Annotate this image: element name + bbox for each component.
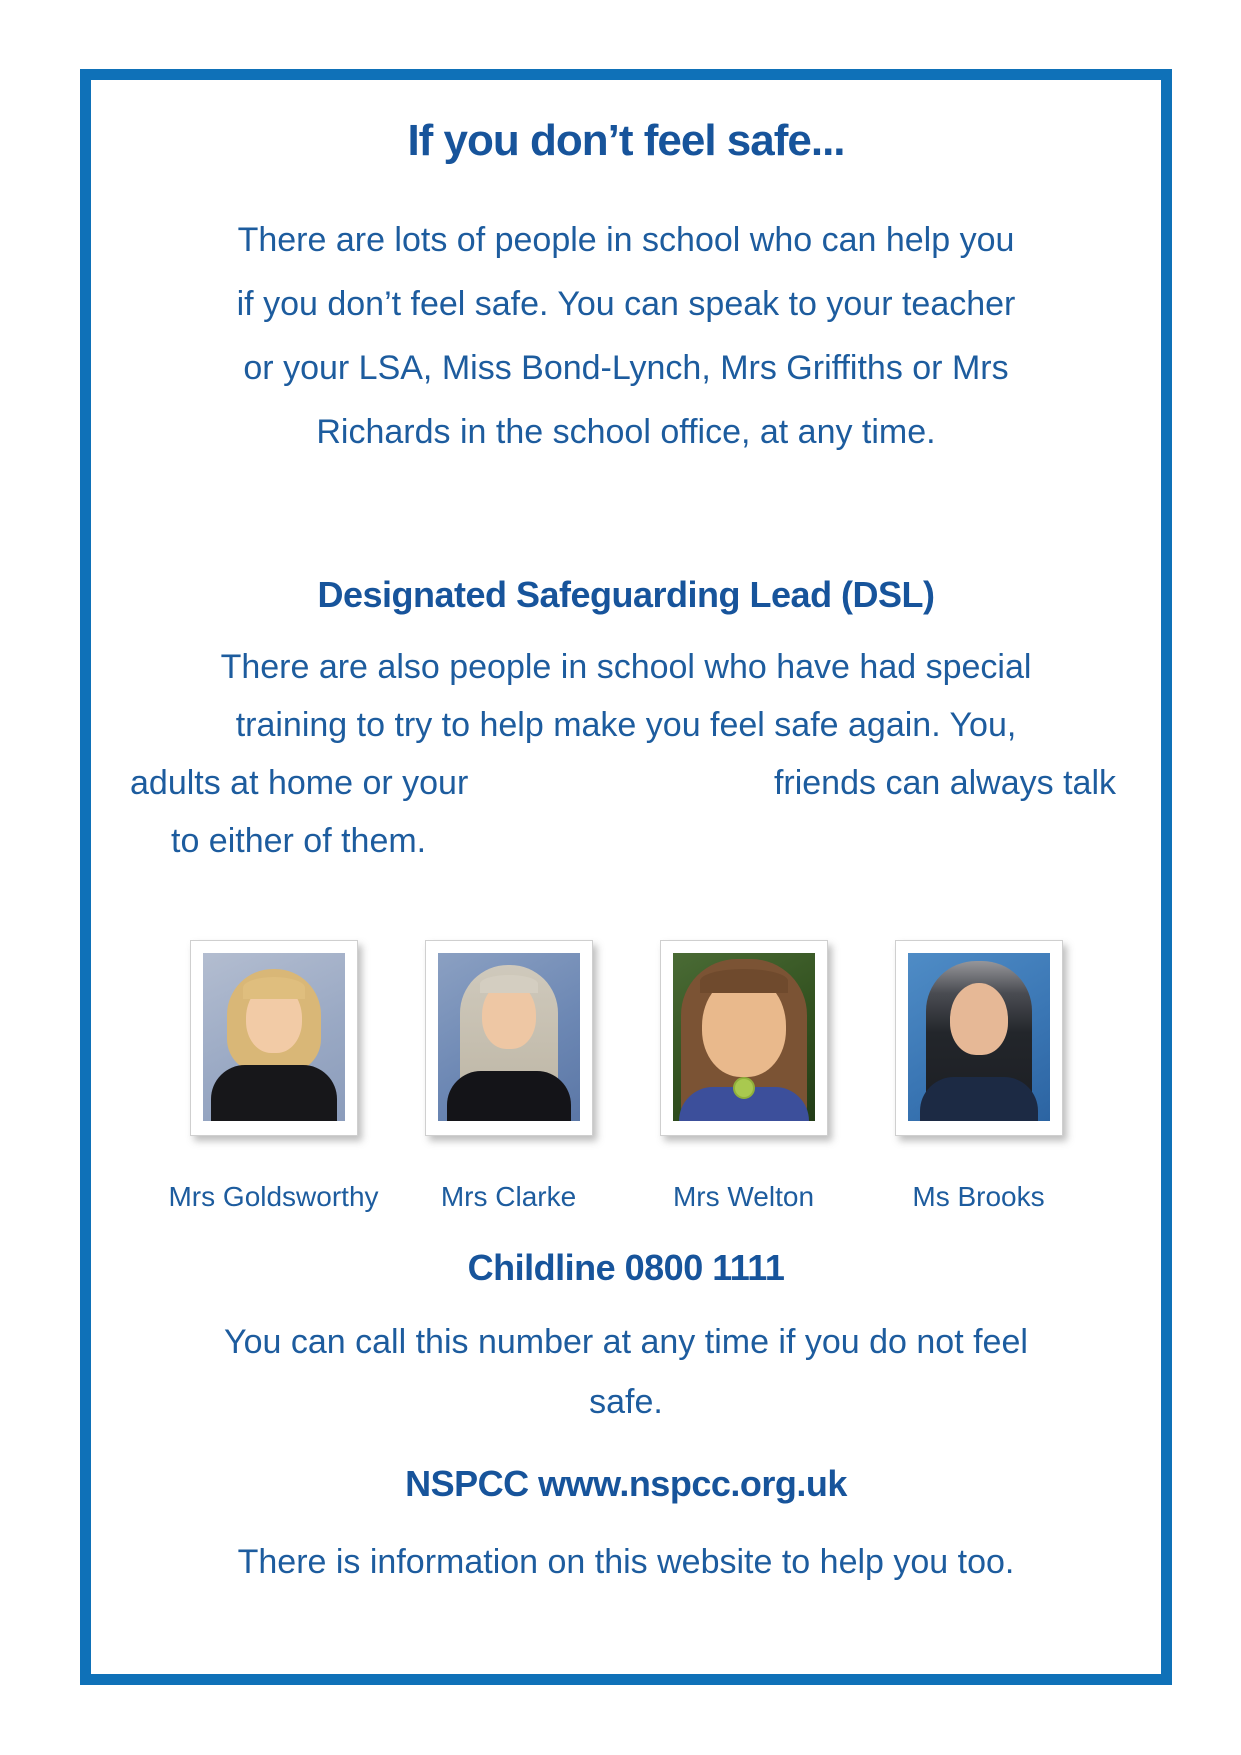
avatar-torso (920, 1077, 1038, 1121)
poster-content (91, 114, 1161, 1708)
staff-photo-goldsworthy (203, 953, 345, 1121)
staff-name: Mrs Clarke (440, 1181, 577, 1212)
dsl-line-with-gap (91, 754, 1161, 812)
avatar-pendant (733, 1077, 755, 1099)
intro-line: Richards in the school office, at any time. (316, 413, 936, 451)
avatar-face (950, 983, 1008, 1055)
dsl-line-right: friends can always talk (773, 764, 1116, 802)
dsl-line: There are also people in school who have had special (220, 648, 1032, 686)
dsl-heading: Designated Safeguarding Lead (DSL) (317, 574, 935, 615)
staff-name-cell (895, 1180, 1063, 1214)
staff-photo-frame-brooks (895, 940, 1063, 1136)
intro-line: or your LSA, Miss Bond-Lynch, Mrs Griffiths or Mrs (243, 349, 1009, 387)
staff-name: Mrs Goldsworthy (168, 1181, 379, 1212)
childline-heading: Childline 0800 1111 (467, 1247, 785, 1288)
staff-name-cell (168, 1180, 379, 1214)
childline-paragraph (91, 1312, 1161, 1432)
staff-photo-frame-clarke (425, 940, 593, 1136)
staff-name: Ms Brooks (912, 1181, 1045, 1212)
page-title: If you don’t feel safe... (407, 116, 845, 165)
intro-line: There are lots of people in school who can help you (237, 221, 1015, 259)
nspcc-line: There is information on this website to help you too. (237, 1543, 1015, 1581)
staff-photo-brooks (908, 953, 1050, 1121)
staff-name-cell (660, 1180, 828, 1214)
avatar-fringe (480, 975, 538, 993)
avatar-fringe (243, 977, 305, 999)
dsl-line-left: adults at home or your (130, 764, 469, 802)
dsl-paragraph (91, 638, 1161, 870)
nspcc-paragraph (91, 1532, 1161, 1592)
avatar-torso (211, 1065, 337, 1121)
dsl-line: training to try to help make you feel safe again. You, (235, 706, 1017, 744)
childline-line: safe. (589, 1383, 663, 1421)
blue-border-frame (80, 69, 1172, 1685)
staff-photo-clarke (438, 953, 580, 1121)
staff-photo-frame-goldsworthy (190, 940, 358, 1136)
staff-photo-welton (673, 953, 815, 1121)
intro-paragraph (91, 208, 1161, 464)
intro-line: if you don’t feel safe. You can speak to your teacher (236, 285, 1016, 323)
staff-photos-row (91, 940, 1161, 1136)
staff-name: Mrs Welton (672, 1181, 815, 1212)
staff-photo-frame-welton (660, 940, 828, 1136)
avatar-fringe (700, 969, 788, 993)
nspcc-heading: NSPCC www.nspcc.org.uk (405, 1463, 847, 1504)
staff-names-row (91, 1180, 1161, 1214)
staff-name-cell (425, 1180, 593, 1214)
dsl-line: to either of them. (171, 822, 427, 860)
avatar-torso (447, 1071, 571, 1121)
childline-line: You can call this number at any time if you do not feel (224, 1323, 1028, 1361)
